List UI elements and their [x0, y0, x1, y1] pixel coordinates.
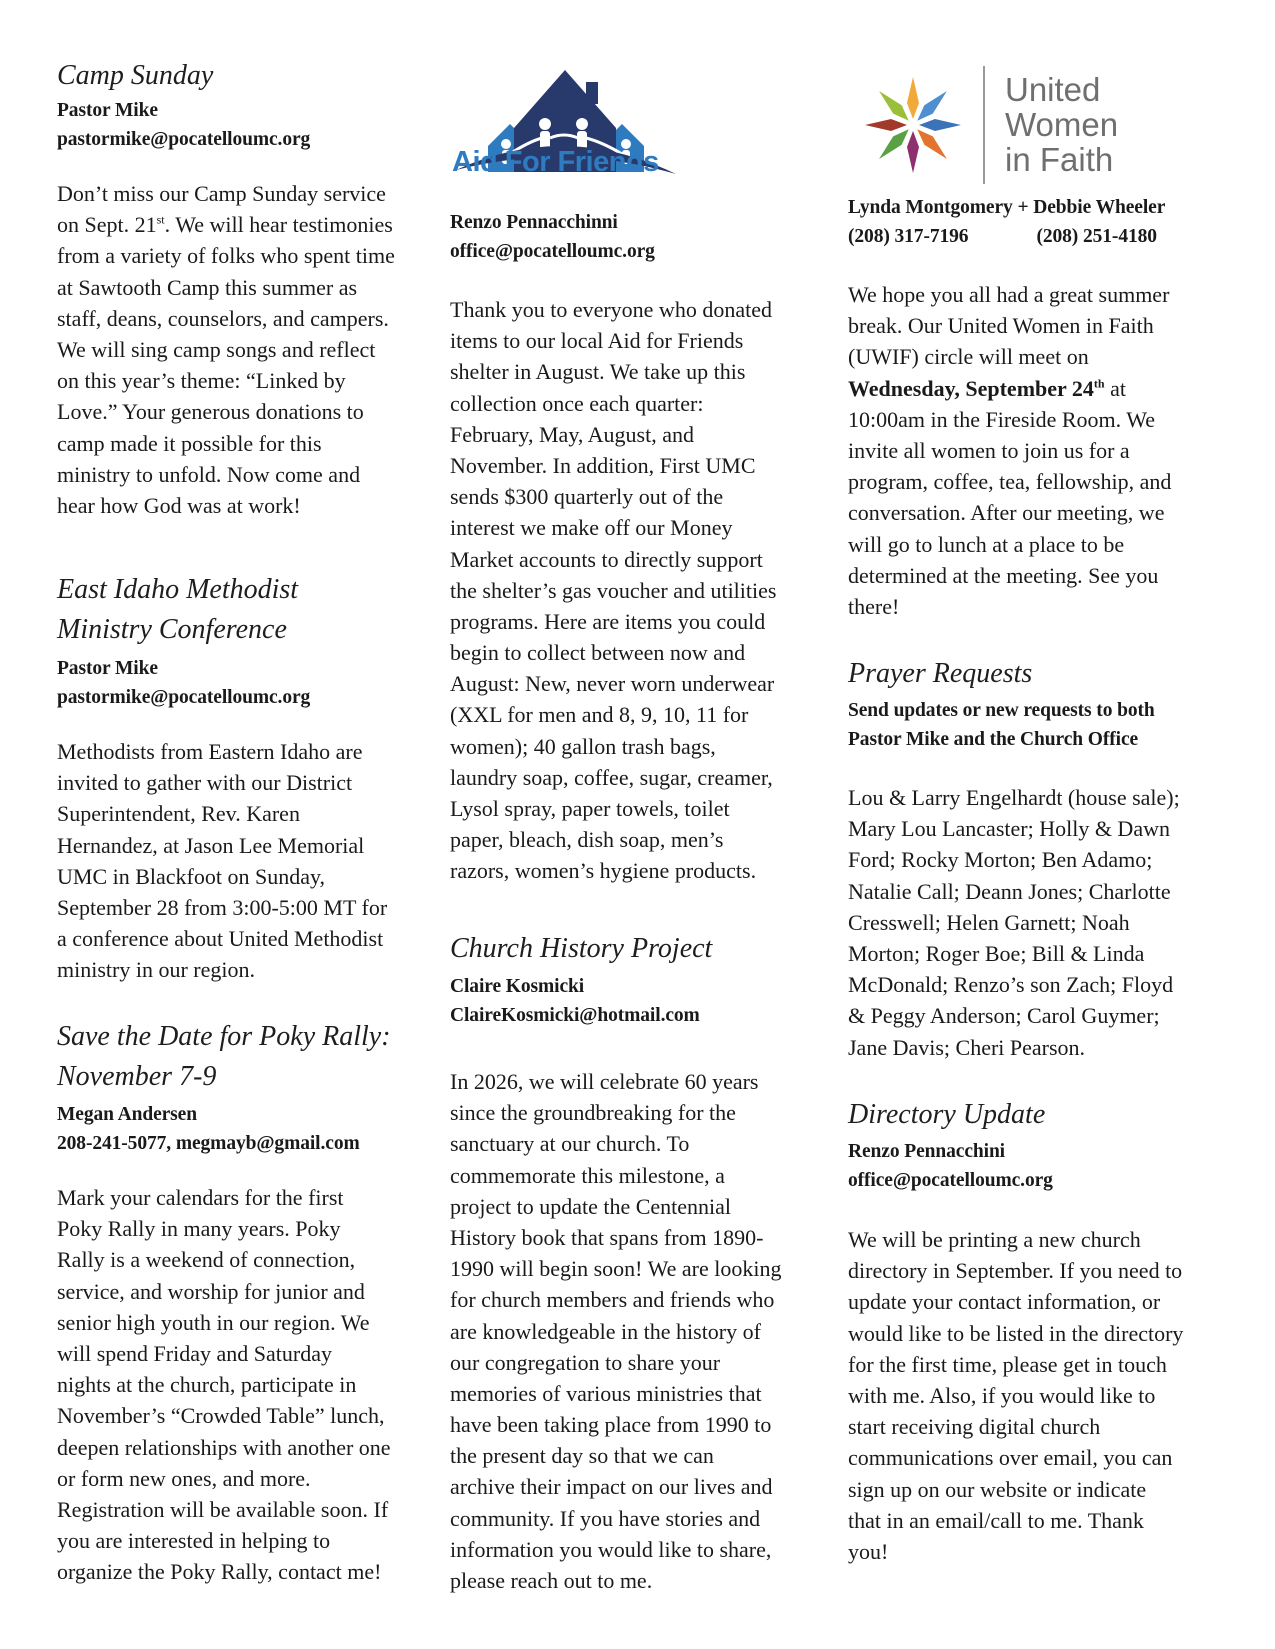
- body-line: organize the Poky Rally, contact me!: [57, 1559, 382, 1585]
- body-line: will go to lunch at a place to be: [848, 531, 1125, 557]
- body-line: sign up on our website or indicate: [848, 1476, 1147, 1502]
- body-line: sends $300 quarterly out of the: [450, 484, 724, 510]
- section-title: Directory Update: [848, 1099, 1046, 1130]
- body-line: In 2026, we will celebrate 60 years: [450, 1069, 759, 1094]
- body-line: from a variety of folks who spent time: [57, 243, 395, 269]
- section-title-line2: November 7-9: [57, 1061, 217, 1092]
- meeting-date: Wednesday, September 24: [848, 375, 1094, 401]
- body-line: programs. Here are items you could: [450, 608, 766, 634]
- body-line: 10:00am in the Fireside Room. We: [848, 406, 1156, 432]
- body-line: determined at the meeting. See you: [848, 562, 1159, 588]
- body-line: you are interested in helping to: [57, 1528, 331, 1554]
- body-line: September 28 from 3:00-5:00 MT for: [57, 894, 388, 920]
- body-line: memories of various ministries that: [450, 1380, 762, 1406]
- section-title-line1: East Idaho Methodist: [57, 574, 299, 605]
- body-line: November’s “Crowded Table” lunch,: [57, 1403, 385, 1429]
- body-line: Lou & Larry Engelhardt (house sale);: [848, 785, 1180, 810]
- body-line: Jane Davis; Cheri Pearson.: [848, 1034, 1086, 1060]
- section-title: Camp Sunday: [57, 60, 214, 91]
- body-text: on Sept. 21: [57, 212, 157, 238]
- body-line: update your contact information, or: [848, 1289, 1161, 1315]
- body-line: program, coffee, tea, fellowship, and: [848, 469, 1172, 495]
- body-line: that in an email/call to me. Thank: [848, 1507, 1144, 1533]
- body-line: since the groundbreaking for the: [450, 1100, 736, 1126]
- body-line: Love.” Your generous donations to: [57, 399, 364, 425]
- body-line: for the first time, please get in touch: [848, 1351, 1167, 1377]
- contact-phone-email[interactable]: 208-241-5077, megmayb@gmail.com: [57, 1132, 360, 1154]
- section-body-aid: [450, 294, 776, 887]
- body-line: will spend Friday and Saturday: [57, 1340, 332, 1366]
- body-line: service, and worship for junior and: [57, 1278, 365, 1304]
- body-line: collection once each quarter:: [450, 390, 704, 416]
- body-line: directory in September. If you need to: [848, 1258, 1183, 1284]
- uwif-logo: [858, 66, 1138, 190]
- body-line: Ford; Rocky Morton; Ben Adamo;: [848, 847, 1153, 873]
- contact-name: Claire Kosmicki: [450, 976, 585, 997]
- body-line: History book that spans from 1890-: [450, 1224, 764, 1250]
- contact-name: Renzo Pennacchinni: [450, 212, 618, 233]
- body-line: with me. Also, if you would like to: [848, 1382, 1156, 1408]
- contact-block: [450, 973, 700, 1030]
- section-body: [57, 178, 395, 521]
- body-line: project to update the Centennial: [450, 1193, 732, 1219]
- contact-block: [848, 194, 1165, 251]
- logo-text-line3: in Faith: [1005, 141, 1114, 178]
- body-line: We will sing camp songs and reflect: [57, 336, 376, 362]
- contact-email[interactable]: ClaireKosmicki@hotmail.com: [450, 1004, 700, 1026]
- body-line: interest we make off our Money: [450, 515, 733, 541]
- section-title-line2: Ministry Conference: [57, 614, 287, 645]
- body-line: please reach out to me.: [450, 1568, 653, 1593]
- contact-name: Megan Andersen: [57, 1104, 197, 1125]
- section-body: [848, 782, 1180, 1063]
- section-body: [450, 1066, 781, 1596]
- body-line: information you would like to share,: [450, 1536, 772, 1562]
- contact-email[interactable]: pastormike@pocatelloumc.org: [57, 686, 311, 708]
- body-line: communications over email, you can: [848, 1445, 1173, 1471]
- contact-email[interactable]: pastormike@pocatelloumc.org: [57, 128, 311, 150]
- body-line: community. If you have stories and: [450, 1505, 761, 1531]
- logo-text-line2: Women: [1005, 106, 1119, 143]
- body-line: hear how God was at work!: [57, 492, 301, 518]
- contact-block: [848, 697, 1155, 754]
- body-line: a conference about United Methodist: [57, 926, 384, 952]
- body-line: at Sawtooth Camp this summer as: [57, 274, 358, 300]
- body-line: have been taking place from 1990 to: [450, 1412, 772, 1438]
- body-line: staff, deans, counselors, and campers.: [57, 305, 389, 331]
- body-line: Morton; Roger Boe; Bill & Linda: [848, 940, 1145, 966]
- contact-name: Pastor Mike: [57, 100, 158, 121]
- body-line: Don’t miss our Camp Sunday service: [57, 181, 386, 206]
- section-title: Church History Project: [450, 933, 713, 964]
- contact-block: [57, 655, 310, 712]
- body-line: (XXL for men and 8, 9, 10, 11 for: [450, 702, 749, 728]
- contact-phone[interactable]: (208) 317-7196: [848, 225, 969, 247]
- body-line: November. In addition, First UMC: [450, 452, 756, 478]
- body-line: Hernandez, at Jason Lee Memorial: [57, 832, 365, 858]
- logo-divider: [983, 66, 985, 184]
- body-line: Superintendent, Rev. Karen: [57, 801, 300, 827]
- body-line: begin to collect between now and: [450, 640, 746, 666]
- note-line: Send updates or new requests to both: [848, 700, 1155, 721]
- body-line: 1990 will begin soon! We are looking: [450, 1256, 782, 1282]
- contact-email[interactable]: office@pocatelloumc.org: [848, 1169, 1053, 1191]
- body-line: start receiving digital church: [848, 1414, 1101, 1440]
- body-line: are knowledgeable in the history of: [450, 1318, 761, 1344]
- body-line: senior high youth in our region. We: [57, 1309, 370, 1335]
- section-title: Prayer Requests: [848, 658, 1033, 689]
- body-line: on this year’s theme: “Linked by: [57, 368, 346, 394]
- section-body-uwif: [848, 279, 1171, 622]
- body-line: items to our local Aid for Friends: [450, 328, 744, 354]
- body-line: invited to gather with our District: [57, 770, 353, 796]
- contact-block: [57, 97, 310, 154]
- body-line: Cresswell; Helen Garnett; Noah: [848, 909, 1130, 935]
- body-line: deepen relationships with another one: [57, 1434, 391, 1460]
- body-line: you!: [848, 1538, 889, 1564]
- contact-block: [450, 209, 655, 266]
- body-line: Poky Rally in many years. Poky: [57, 1216, 341, 1242]
- body-line: for church members and friends who: [450, 1287, 775, 1313]
- body-line: Registration will be available soon. If: [57, 1496, 389, 1522]
- section-body: [57, 1182, 391, 1587]
- logo-text: Aid For Friends: [452, 146, 659, 178]
- body-text: . We will hear testimonies: [164, 212, 393, 238]
- body-line: archive their impact on our lives and: [450, 1474, 773, 1500]
- body-line: Mary Lou Lancaster; Holly & Dawn: [848, 816, 1170, 842]
- body-line: or form new ones, and more.: [57, 1465, 311, 1491]
- body-line: [848, 373, 1171, 404]
- body-line: the shelter’s gas voucher and utilities: [450, 577, 777, 603]
- body-line: there!: [848, 593, 900, 619]
- section-body: [848, 1224, 1183, 1567]
- body-line: ministry in our region.: [57, 957, 255, 983]
- body-line: Thank you to everyone who donated: [450, 297, 772, 322]
- contact-block: [57, 1101, 360, 1158]
- contact-names: Lynda Montgomery + Debbie Wheeler: [848, 197, 1166, 218]
- body-line: sanctuary at our church. To: [450, 1131, 690, 1157]
- body-line: paper, bleach, dish soap, men’s: [450, 827, 724, 853]
- contact-name: Renzo Pennacchini: [848, 1141, 1006, 1162]
- ordinal-suffix: th: [1093, 376, 1105, 391]
- body-line: the present day so that we can: [450, 1443, 714, 1469]
- section-body: [57, 736, 387, 986]
- contact-block: [848, 1138, 1053, 1195]
- body-line: We hope you all had a great summer: [848, 282, 1170, 307]
- body-line: Lysol spray, paper towels, toilet: [450, 796, 730, 821]
- body-line: Mark your calendars for the first: [57, 1185, 344, 1210]
- body-line: nights at the church, participate in: [57, 1372, 357, 1398]
- body-line: commemorate this milestone, a: [450, 1162, 725, 1188]
- body-line: (UWIF) circle will meet on: [848, 344, 1089, 370]
- body-line: women); 40 gallon trash bags,: [450, 733, 716, 759]
- body-line: shelter in August. We take up this: [450, 359, 746, 385]
- logo-text-line1: United: [1005, 71, 1101, 108]
- body-line: Rally is a weekend of connection,: [57, 1247, 356, 1273]
- body-line: Methodists from Eastern Idaho are: [57, 739, 363, 764]
- body-line: McDonald; Renzo’s son Zach; Floyd: [848, 972, 1174, 998]
- note-line: Pastor Mike and the Church Office: [848, 728, 1139, 750]
- body-line: Market accounts to directly support: [450, 546, 763, 572]
- body-line: break. Our United Women in Faith: [848, 313, 1154, 339]
- ordinal-suffix: st: [156, 212, 165, 227]
- aid-for-friends-logo: [450, 62, 680, 192]
- body-line: February, May, August, and: [450, 421, 694, 447]
- body-line: razors, women’s hygiene products.: [450, 858, 757, 884]
- body-line: UMC in Blackfoot on Sunday,: [57, 863, 326, 889]
- body-line: invite all women to join us for a: [848, 437, 1130, 463]
- cross-flame-icon: [858, 70, 968, 180]
- body-line: our congregation to share your: [450, 1349, 721, 1375]
- body-line: & Peggy Anderson; Carol Guymer;: [848, 1003, 1160, 1029]
- body-line: Natalie Call; Deann Jones; Charlotte: [848, 878, 1171, 904]
- contact-email[interactable]: office@pocatelloumc.org: [450, 240, 655, 262]
- body-line: [57, 209, 395, 240]
- section-title-line1: Save the Date for Poky Rally:: [57, 1021, 391, 1052]
- contact-phones: [848, 223, 1165, 252]
- body-line: ministry to unfold. Now come and: [57, 461, 361, 487]
- contact-phone[interactable]: (208) 251-4180: [1036, 225, 1157, 247]
- contact-name: Pastor Mike: [57, 658, 158, 679]
- body-line: August: New, never worn underwear: [450, 671, 775, 697]
- body-text: at: [1104, 375, 1126, 401]
- body-line: camp made it possible for this: [57, 430, 322, 456]
- body-line: conversation. After our meeting, we: [848, 500, 1165, 526]
- body-line: We will be printing a new church: [848, 1227, 1141, 1252]
- body-line: would like to be listed in the directory: [848, 1320, 1184, 1346]
- body-line: laundry soap, coffee, sugar, creamer,: [450, 764, 773, 790]
